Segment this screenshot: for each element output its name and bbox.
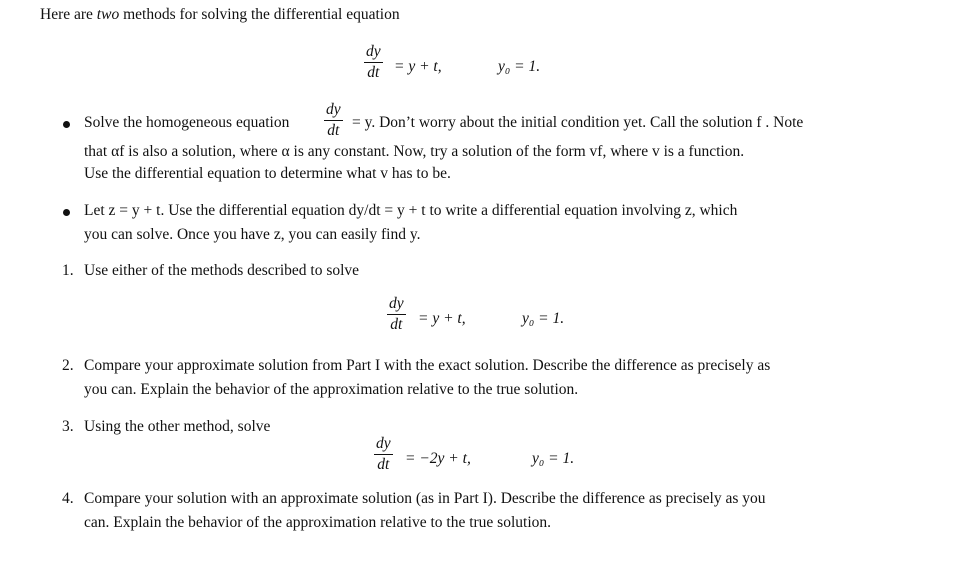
intro-prefix: Here are [40,6,97,23]
intro-emphasis: two [96,6,120,23]
main-equation-numerator: dy [364,44,383,63]
bullet2-line1: Let z = y + t. Use the differential equation dy/dt = y + t to write a differential equation involving z, which [84,202,738,219]
bullet2-line2: you can solve. Once you have z, you can easily find y. [84,226,421,243]
intro-text [40,6,400,24]
item2-line1: Compare your approximate solution from Part I with the exact solution. Describe the difference as precisely as [84,357,771,374]
item4-line2: can. Explain the behavior of the approximation relative to the true solution. [84,514,552,531]
bullet1-fraction [324,102,343,138]
main-equation-denominator: dt [367,63,380,81]
item1-line1: Use either of the methods described to solve [84,262,360,279]
bullet-dot-2 [63,209,70,216]
bullet1-numerator: dy [324,102,343,121]
item3-equation-initial-condition: y₀ = 1. [532,450,575,467]
item3-number: 3. [62,418,74,435]
item4-line1: Compare your solution with an approximate solution (as in Part I). Describe the difference as precisely as you [84,490,766,507]
main-equation-rhs: = y + t, [394,58,442,75]
item4-number: 4. [62,490,74,507]
bullet1-denominator: dt [327,121,340,139]
main-equation-initial-condition: y₀ = 1. [498,58,541,75]
item1-equation-fraction [387,296,406,332]
main-equation-fraction [364,44,383,80]
item1-number: 1. [62,262,74,279]
bullet1-prefix: Solve the homogeneous equation [84,114,290,131]
item1-equation-numerator: dy [387,296,406,315]
item2-line2: you can. Explain the behavior of the approximation relative to the true solution. [84,381,579,398]
item2-number: 2. [62,357,74,374]
item1-equation-rhs: = y + t, [418,310,466,327]
item3-line1: Using the other method, solve [84,418,271,435]
bullet1-line3: Use the differential equation to determine what v has to be. [84,165,451,182]
item3-equation-denominator: dt [377,455,390,473]
bullet1-line2: that αf is also a solution, where α is any constant. Now, try a solution of the form vf, where v is a function. [84,143,745,160]
item3-equation-fraction [374,436,393,472]
bullet-dot-1 [63,121,70,128]
item1-equation-denominator: dt [390,315,403,333]
item3-equation-numerator: dy [374,436,393,455]
item3-equation-rhs: = −2y + t, [405,450,471,467]
bullet1-line1-rest: = y. Don’t worry about the initial condition yet. Call the solution f . Note [352,114,804,131]
item1-equation-initial-condition: y₀ = 1. [522,310,565,327]
intro-suffix: methods for solving the differential equation [119,6,400,23]
